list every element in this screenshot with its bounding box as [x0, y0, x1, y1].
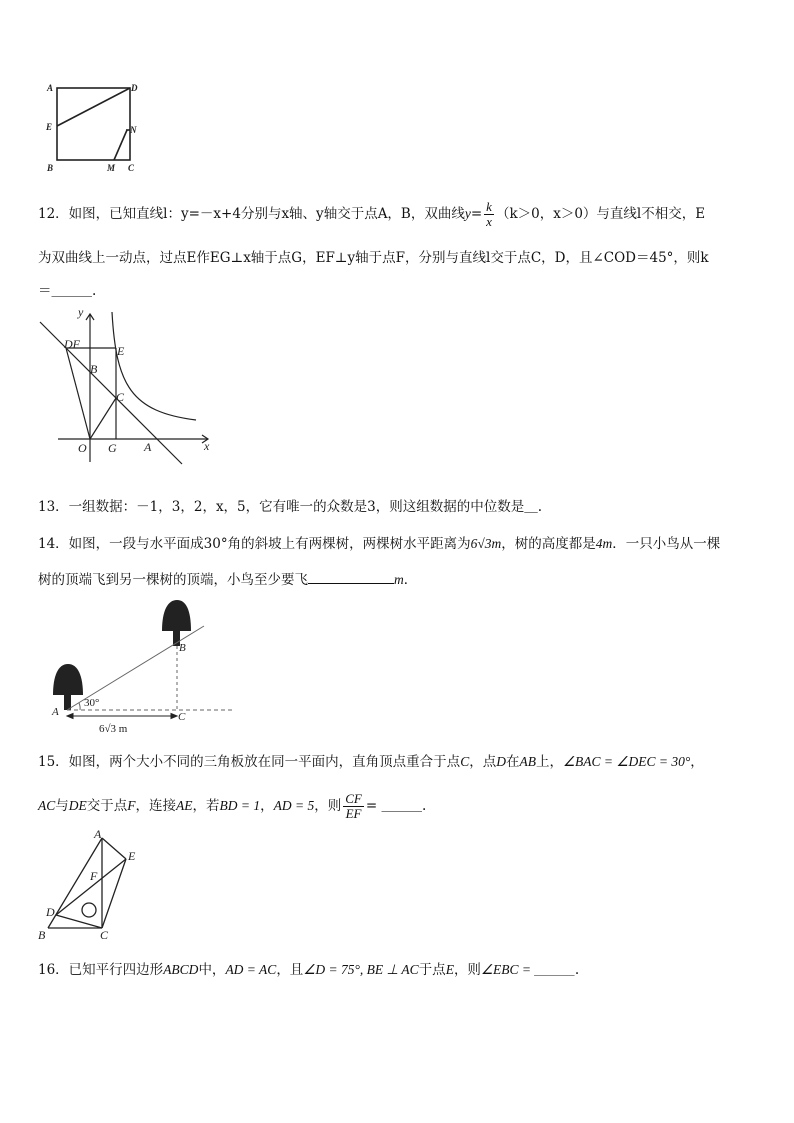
q15-text-f: 与	[55, 798, 69, 814]
q15-segment-AB: AB	[519, 754, 536, 769]
tree-left-trunk	[64, 693, 71, 710]
q12-line1	[38, 200, 705, 229]
q15-segment-AC: AC	[38, 798, 56, 813]
q14-text-b: ，树的高度都是	[501, 536, 596, 552]
label-distance: 6√3 m	[99, 723, 128, 735]
label-DF: DF	[64, 337, 80, 351]
q14-unit: m	[394, 572, 404, 587]
label-M: M	[107, 163, 116, 173]
q15-text-i: ，若	[192, 798, 220, 814]
q16-text-b: 中，	[198, 962, 226, 978]
q16-condition-1: AD = AC	[225, 962, 277, 977]
q12-eq-equals: =	[470, 206, 483, 222]
q15-point-D: D	[496, 754, 506, 769]
q16-text-e: ，则	[453, 962, 481, 978]
q14-text-c: ．一只小鸟从一棵	[612, 536, 721, 552]
axis-label-y: y	[78, 305, 84, 319]
q12-frac-den: x	[486, 214, 492, 229]
q16-parallelogram-name: ABCD	[163, 962, 199, 977]
label-B: B	[47, 163, 54, 173]
q14-text-e: ．	[403, 572, 418, 588]
label-F: F	[90, 869, 98, 883]
label-E: E	[46, 122, 53, 132]
q16-text-a: 16．已知平行四边形	[38, 962, 164, 978]
label-D: D	[46, 905, 55, 919]
q15-text-b: ，点	[469, 754, 497, 770]
q15-frac-num: CF	[345, 791, 362, 806]
q14-height: 4m	[595, 536, 613, 551]
figure-q12-hyperbola	[36, 300, 226, 470]
q15-fraction	[343, 792, 364, 821]
q14-distance: 6√3m	[470, 536, 502, 551]
q15-text-h: ，连接	[135, 798, 177, 814]
q16-text-c: ，且	[276, 962, 304, 978]
axis-label-x: x	[204, 439, 210, 453]
q16-condition-2: ∠D = 75°, BE ⊥ AC	[303, 962, 419, 977]
q15-AD-value: AD = 5	[273, 798, 315, 813]
q16-point-E: E	[445, 962, 454, 977]
label-B: B	[90, 362, 98, 376]
label-A: A	[94, 827, 102, 841]
label-B: B	[179, 642, 186, 654]
q15-text-a: 15．如图，两个大小不同的三角板放在同一平面内，直角顶点重合于点	[38, 754, 461, 770]
q15-text-c: 在	[505, 754, 520, 770]
label-C: C	[128, 163, 135, 173]
label-D: D	[131, 83, 138, 93]
label-C: C	[116, 390, 125, 404]
label-O: O	[78, 441, 87, 455]
q15-angle-condition: ∠BAC = ∠DEC = 30°	[562, 754, 691, 769]
q14-line2	[38, 570, 417, 590]
q14-answer-blank	[308, 570, 394, 584]
label-E: E	[128, 849, 136, 863]
figure-q14-slope-trees	[44, 598, 244, 744]
q15-text-k: ，则	[314, 798, 342, 814]
q15-point-C: C	[460, 754, 470, 769]
q14-line1	[38, 534, 720, 554]
label-C: C	[178, 711, 186, 723]
q16-text-d: 于点	[418, 962, 446, 978]
q12-text-a: 12．如图，已知直线l：y=－x+4分别与x轴、y轴交于点A，B，双曲线	[38, 206, 465, 222]
q16-question: ∠EBC = ＿＿＿	[480, 962, 575, 977]
tree-left-crown	[53, 664, 83, 695]
q15-text-l: = ＿＿＿.	[365, 798, 427, 814]
figure-q11-square	[40, 78, 150, 178]
label-A: A	[144, 440, 152, 454]
q15-segment-AE: AE	[176, 798, 193, 813]
label-30deg: 30°	[84, 697, 100, 709]
q15-text-j: ，	[260, 798, 274, 814]
label-E: E	[117, 344, 125, 358]
label-A: A	[52, 706, 59, 718]
q15-segment-DE: DE	[68, 798, 87, 813]
q12-eq-y: y	[464, 206, 471, 221]
q15-text-e: ，	[690, 754, 704, 770]
q15-line1	[38, 752, 704, 772]
label-N: N	[130, 125, 137, 135]
label-C: C	[100, 928, 109, 942]
q12-frac-num: k	[486, 199, 492, 214]
q16-text-f: .	[574, 962, 580, 978]
figure-q15-triangles	[34, 826, 154, 944]
q14-text-d: 树的顶端飞到另一棵树的顶端，小鸟至少要飞	[38, 572, 308, 588]
q12-line2: 为双曲线上一动点，过点E作EG⊥x轴于点G，EF⊥y轴于点F，分别与直线l交于点C，D，且∠COD＝45°，则k	[38, 250, 709, 266]
q15-text-g: 交于点	[86, 798, 128, 814]
label-A: A	[47, 83, 54, 93]
q15-line2	[38, 792, 426, 821]
q12-line3: ＝＿＿＿.	[38, 283, 97, 299]
q12-fraction	[484, 200, 494, 229]
q15-frac-den: EF	[345, 806, 362, 821]
q15-BD-value: BD = 1	[219, 798, 261, 813]
q12-text-b: （k＞0，x＞0）与直线l不相交，E	[495, 206, 706, 222]
q14-text-a: 14．如图，一段与水平面成30°角的斜坡上有两棵树，两棵树水平距离为	[38, 536, 471, 552]
q16-line	[38, 960, 579, 980]
label-G: G	[108, 441, 117, 455]
tree-right-crown	[162, 600, 191, 631]
q15-point-F: F	[127, 798, 136, 813]
q15-text-d: 上，	[535, 754, 563, 770]
q13-line: 13．一组数据：－1，3，2，x，5，它有唯一的众数是3，则这组数据的中位数是＿.	[38, 499, 543, 515]
label-B: B	[38, 928, 46, 942]
